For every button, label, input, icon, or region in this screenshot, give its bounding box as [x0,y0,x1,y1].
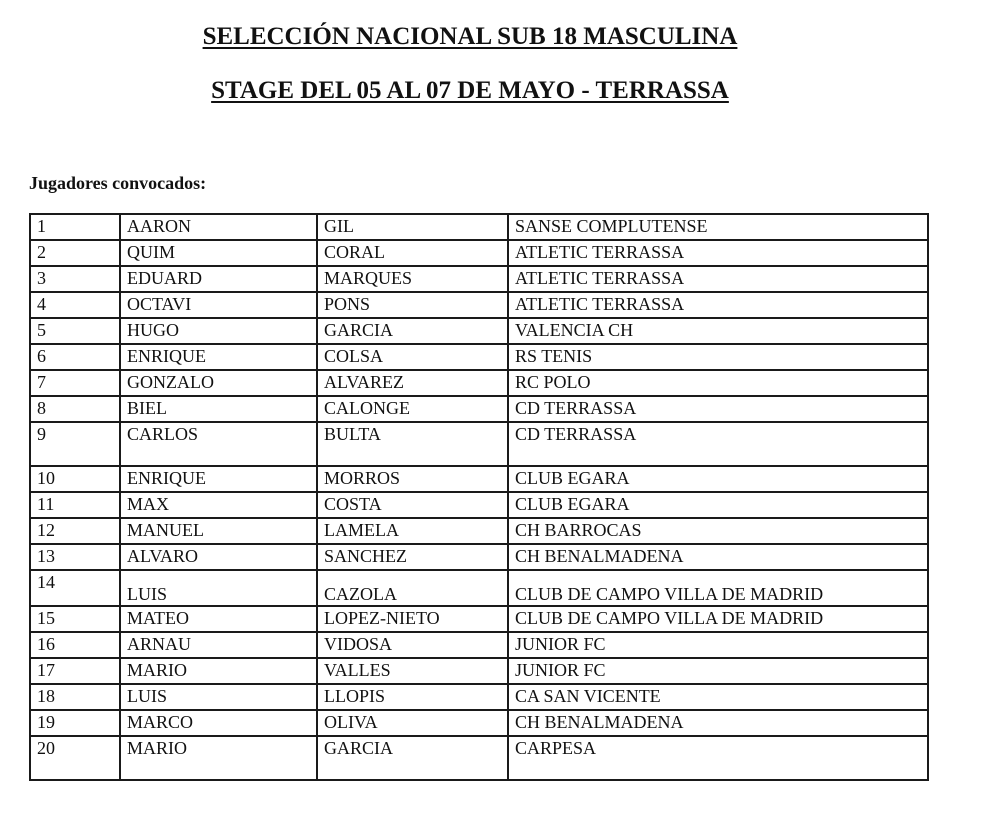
player-first-name: AARON [120,214,317,240]
player-first-name: CARLOS [120,422,317,466]
player-club: SANSE COMPLUTENSE [508,214,928,240]
table-row [30,518,928,544]
player-first-name: LUIS [120,570,317,606]
player-number: 9 [30,422,120,466]
player-last-name: LLOPIS [317,684,508,710]
player-last-name: CALONGE [317,396,508,422]
player-first-name: ARNAU [120,632,317,658]
table-row [30,684,928,710]
table-row [30,266,928,292]
player-first-name: MAX [120,492,317,518]
player-club: CARPESA [508,736,928,780]
player-number: 8 [30,396,120,422]
player-last-name: VALLES [317,658,508,684]
player-club: ATLETIC TERRASSA [508,266,928,292]
player-last-name: VIDOSA [317,632,508,658]
player-number: 7 [30,370,120,396]
player-number: 19 [30,710,120,736]
player-number: 5 [30,318,120,344]
players-table [29,213,929,781]
player-first-name: ENRIQUE [120,466,317,492]
player-club: ATLETIC TERRASSA [508,240,928,266]
table-row [30,544,928,570]
table-row [30,240,928,266]
player-number: 2 [30,240,120,266]
player-first-name: OCTAVI [120,292,317,318]
player-club: CH BENALMADENA [508,544,928,570]
player-first-name: MARIO [120,658,317,684]
table-row [30,370,928,396]
player-number: 18 [30,684,120,710]
player-number: 3 [30,266,120,292]
player-last-name: OLIVA [317,710,508,736]
page-title: SELECCIÓN NACIONAL SUB 18 MASCULINA [202,23,738,50]
player-last-name: GARCIA [317,318,508,344]
player-last-name: COLSA [317,344,508,370]
page-subtitle: STAGE DEL 05 AL 07 DE MAYO - TERRASSA [211,77,729,104]
player-number: 11 [30,492,120,518]
player-number: 14 [30,570,120,606]
table-row [30,466,928,492]
player-last-name: CORAL [317,240,508,266]
player-first-name: ENRIQUE [120,344,317,370]
player-first-name: MARIO [120,736,317,780]
player-club: ATLETIC TERRASSA [508,292,928,318]
player-last-name: ALVAREZ [317,370,508,396]
table-row [30,658,928,684]
players-table-body [30,214,928,780]
player-last-name: SANCHEZ [317,544,508,570]
player-number: 12 [30,518,120,544]
player-last-name: MORROS [317,466,508,492]
table-row [30,710,928,736]
player-first-name: MARCO [120,710,317,736]
player-club: CA SAN VICENTE [508,684,928,710]
table-row [30,292,928,318]
table-row [30,570,928,606]
player-club: RS TENIS [508,344,928,370]
player-last-name: GIL [317,214,508,240]
player-club: JUNIOR FC [508,658,928,684]
player-club: CLUB DE CAMPO VILLA DE MADRID [508,606,928,632]
player-last-name: BULTA [317,422,508,466]
player-first-name: MANUEL [120,518,317,544]
table-row [30,736,928,780]
player-club: CD TERRASSA [508,396,928,422]
table-row [30,422,928,466]
player-last-name: LAMELA [317,518,508,544]
player-first-name: ALVARO [120,544,317,570]
player-number: 1 [30,214,120,240]
player-last-name: COSTA [317,492,508,518]
player-first-name: MATEO [120,606,317,632]
player-club: JUNIOR FC [508,632,928,658]
player-club: CD TERRASSA [508,422,928,466]
player-number: 6 [30,344,120,370]
player-club: CLUB EGARA [508,492,928,518]
table-row [30,606,928,632]
section-label: Jugadores convocados: [29,173,207,193]
player-club: RC POLO [508,370,928,396]
player-first-name: EDUARD [120,266,317,292]
player-first-name: QUIM [120,240,317,266]
player-first-name: BIEL [120,396,317,422]
table-row [30,396,928,422]
player-last-name: GARCIA [317,736,508,780]
player-number: 10 [30,466,120,492]
player-first-name: LUIS [120,684,317,710]
player-first-name: HUGO [120,318,317,344]
player-club: CH BENALMADENA [508,710,928,736]
player-last-name: LOPEZ-NIETO [317,606,508,632]
player-first-name: GONZALO [120,370,317,396]
player-number: 16 [30,632,120,658]
player-club: VALENCIA CH [508,318,928,344]
table-row [30,318,928,344]
player-number: 13 [30,544,120,570]
player-number: 4 [30,292,120,318]
table-row [30,344,928,370]
player-club: CH BARROCAS [508,518,928,544]
player-number: 17 [30,658,120,684]
player-number: 15 [30,606,120,632]
player-last-name: PONS [317,292,508,318]
player-club: CLUB DE CAMPO VILLA DE MADRID [508,570,928,606]
player-last-name: CAZOLA [317,570,508,606]
table-row [30,492,928,518]
table-row [30,214,928,240]
table-row [30,632,928,658]
player-last-name: MARQUES [317,266,508,292]
player-number: 20 [30,736,120,780]
player-club: CLUB EGARA [508,466,928,492]
